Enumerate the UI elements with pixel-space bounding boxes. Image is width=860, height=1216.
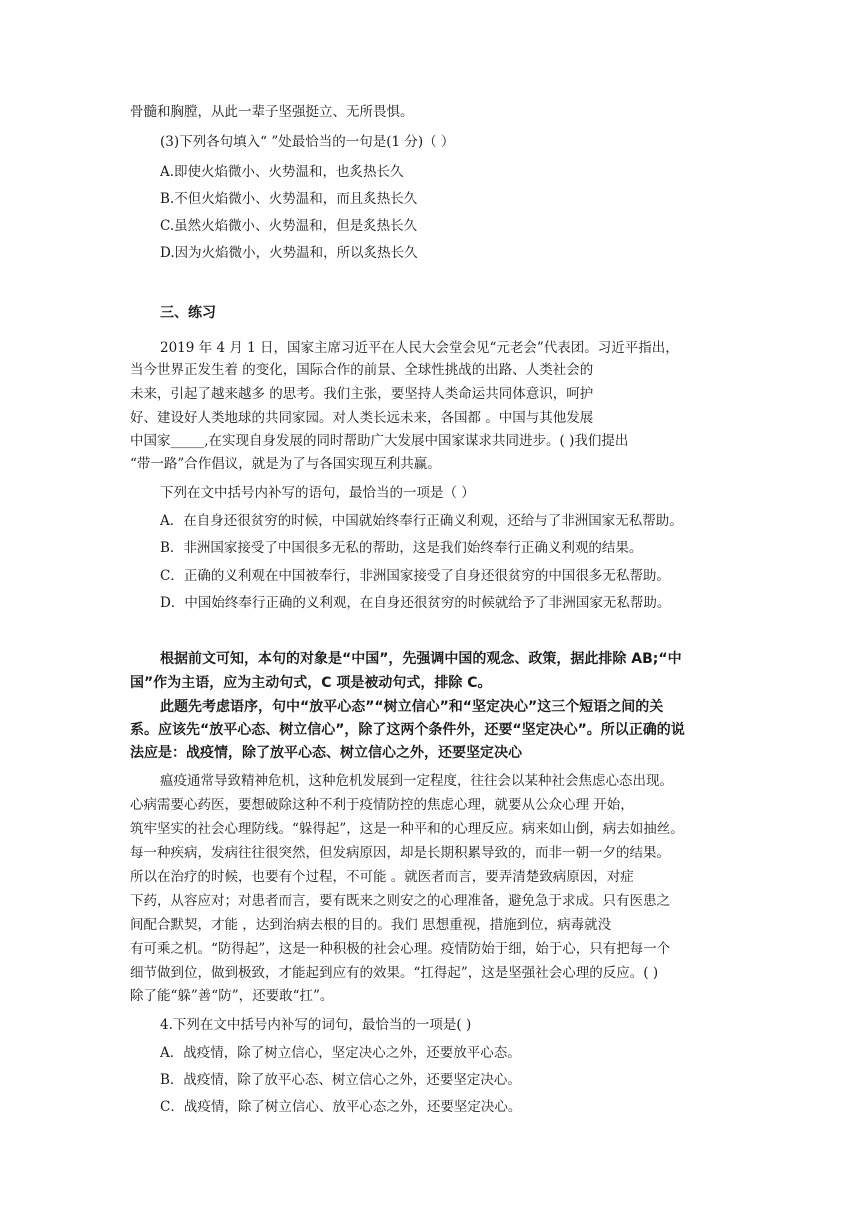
analysis-line: 根据前文可知，本句的对象是“中国”，先强调中国的观念、政策，据此排除 AB;“中 — [160, 651, 682, 667]
passage-line: 每一种疾病，发病往往很突然，但发病原因，却是长期积累导致的，而非一朝一夕的结果。 — [130, 845, 670, 861]
question-text: 4.下列在文中括号内补写的词句，最恰当的一项是( ) — [160, 1017, 472, 1033]
passage-line: 除了能“躲”善“防”，还要敢“扛”。 — [130, 988, 334, 1004]
option-b: B．战疫情，除了放平心态、树立信心之外，还要坚定决心。 — [160, 1072, 521, 1088]
analysis-line: 法应是：战疫情，除了放平心态、树立信心之外，还要坚定决心 — [130, 745, 522, 761]
option-c: C．战疫情，除了树立信心、放平心态之外，还要坚定决心。 — [160, 1099, 522, 1115]
passage-line: 骨髓和胸膛，从此一辈子坚强挺立、无所畏惧。 — [130, 104, 414, 120]
passage-line: 瘟疫通常导致精神危机，这种危机发展到一定程度，往往会以某种社会焦虑心态出现。 — [160, 773, 673, 789]
option-a: A．战疫情，除了树立信心，坚定决心之外，还要放平心态。 — [160, 1045, 521, 1061]
passage-line: 间配合默契，才能 ，达到治病去根的目的。我们 思想重视，措施到位，病毒就没 — [130, 917, 612, 933]
analysis-line: 系。应该先“放平心态、树立信心”，除了这两个条件外，还要“坚定决心”。所以正确的说 — [130, 722, 685, 738]
question-text: 下列在文中括号内补写的语句，最恰当的一项是（ ） — [160, 485, 475, 501]
option-d: D.因为火焰微小，火势温和，所以炙热长久 — [160, 245, 418, 261]
passage-line: 未来，引起了越来越多 的思考。我们主张，要坚持人类命运共同体意识，呵护 — [130, 386, 594, 402]
passage-line: 2019 年 4 月 1 日，国家主席习近平在人民大会堂会见“元老会”代表团。习近平指出， — [160, 340, 679, 356]
analysis-line: 此题先考虑语序，句中“放平心态”“树立信心”和“坚定决心”这三个短语之间的关 — [160, 699, 664, 715]
passage-line: 当今世界正发生着 的变化，国际合作的前景、全球性挑战的出路、人类社会的 — [130, 362, 594, 378]
passage-line: 中国家_____,在实现自身发展的同时帮助广大发展中国家谋求共同进步。( )我们提出 — [130, 433, 629, 449]
passage-line: 细节做到位，做到极致，才能起到应有的效果。“扛得起”，这是坚强社会心理的反应。( ) — [130, 965, 659, 981]
passage-line: 心病需要心药医，要想破除这种不利于疫情防控的焦虑心理，就要从公众心理 开始， — [130, 797, 634, 813]
section-heading: 三、练习 — [160, 305, 216, 321]
question-text: (3)下列各句填入“ ”处最恰当的一句是(1 分)（ ） — [160, 134, 455, 150]
option-a: A.即使火焰微小、火势温和，也炙热长久 — [160, 164, 404, 180]
analysis-line: 国”作为主语，应为主动句式，C 项是被动句式，排除 C。 — [130, 675, 492, 691]
option-c: C.虽然火焰微小、火势温和，但是炙热长久 — [160, 218, 418, 234]
option-c: C．正确的义利观在中国被奉行，非洲国家接受了自身还很贫穷的中国很多无私帮助。 — [160, 568, 670, 584]
passage-line: “带一路”合作倡议，就是为了与各国实现互利共赢。 — [130, 456, 441, 472]
option-d: D．中国始终奉行正确的义利观，在自身还很贫穷的时候就给予了非洲国家无私帮助。 — [160, 595, 671, 611]
option-a: A．在自身还很贫穷的时候，中国就始终奉行正确义利观，还给与了非洲国家无私帮助。 — [160, 513, 683, 529]
option-b: B．非洲国家接受了中国很多无私的帮助，这是我们始终奉行正确义利观的结果。 — [160, 540, 643, 556]
passage-line: 所以在治疗的时候，也要有个过程，不可能 。就医者而言，要弄清楚致病原因，对症 — [130, 869, 634, 885]
passage-line: 下药，从容应对；对患者而言，要有既来之则安之的心理准备，避免急于求成。只有医患之 — [130, 893, 670, 909]
passage-line: 好、建设好人类地球的共同家园。对人类长远未来，各国都 。中国与其他发展 — [130, 410, 594, 426]
passage-line: 有可乘之机。“防得起”，这是一种积极的社会心理。疫情防始于细，始于心，只有把每一个 — [130, 941, 671, 957]
passage-line: 筑牢坚实的社会心理防线。“躲得起”，这是一种平和的心理反应。病来如山倒，病去如抽丝。 — [130, 821, 684, 837]
option-b: B.不但火焰微小、火势温和，而且炙热长久 — [160, 191, 418, 207]
